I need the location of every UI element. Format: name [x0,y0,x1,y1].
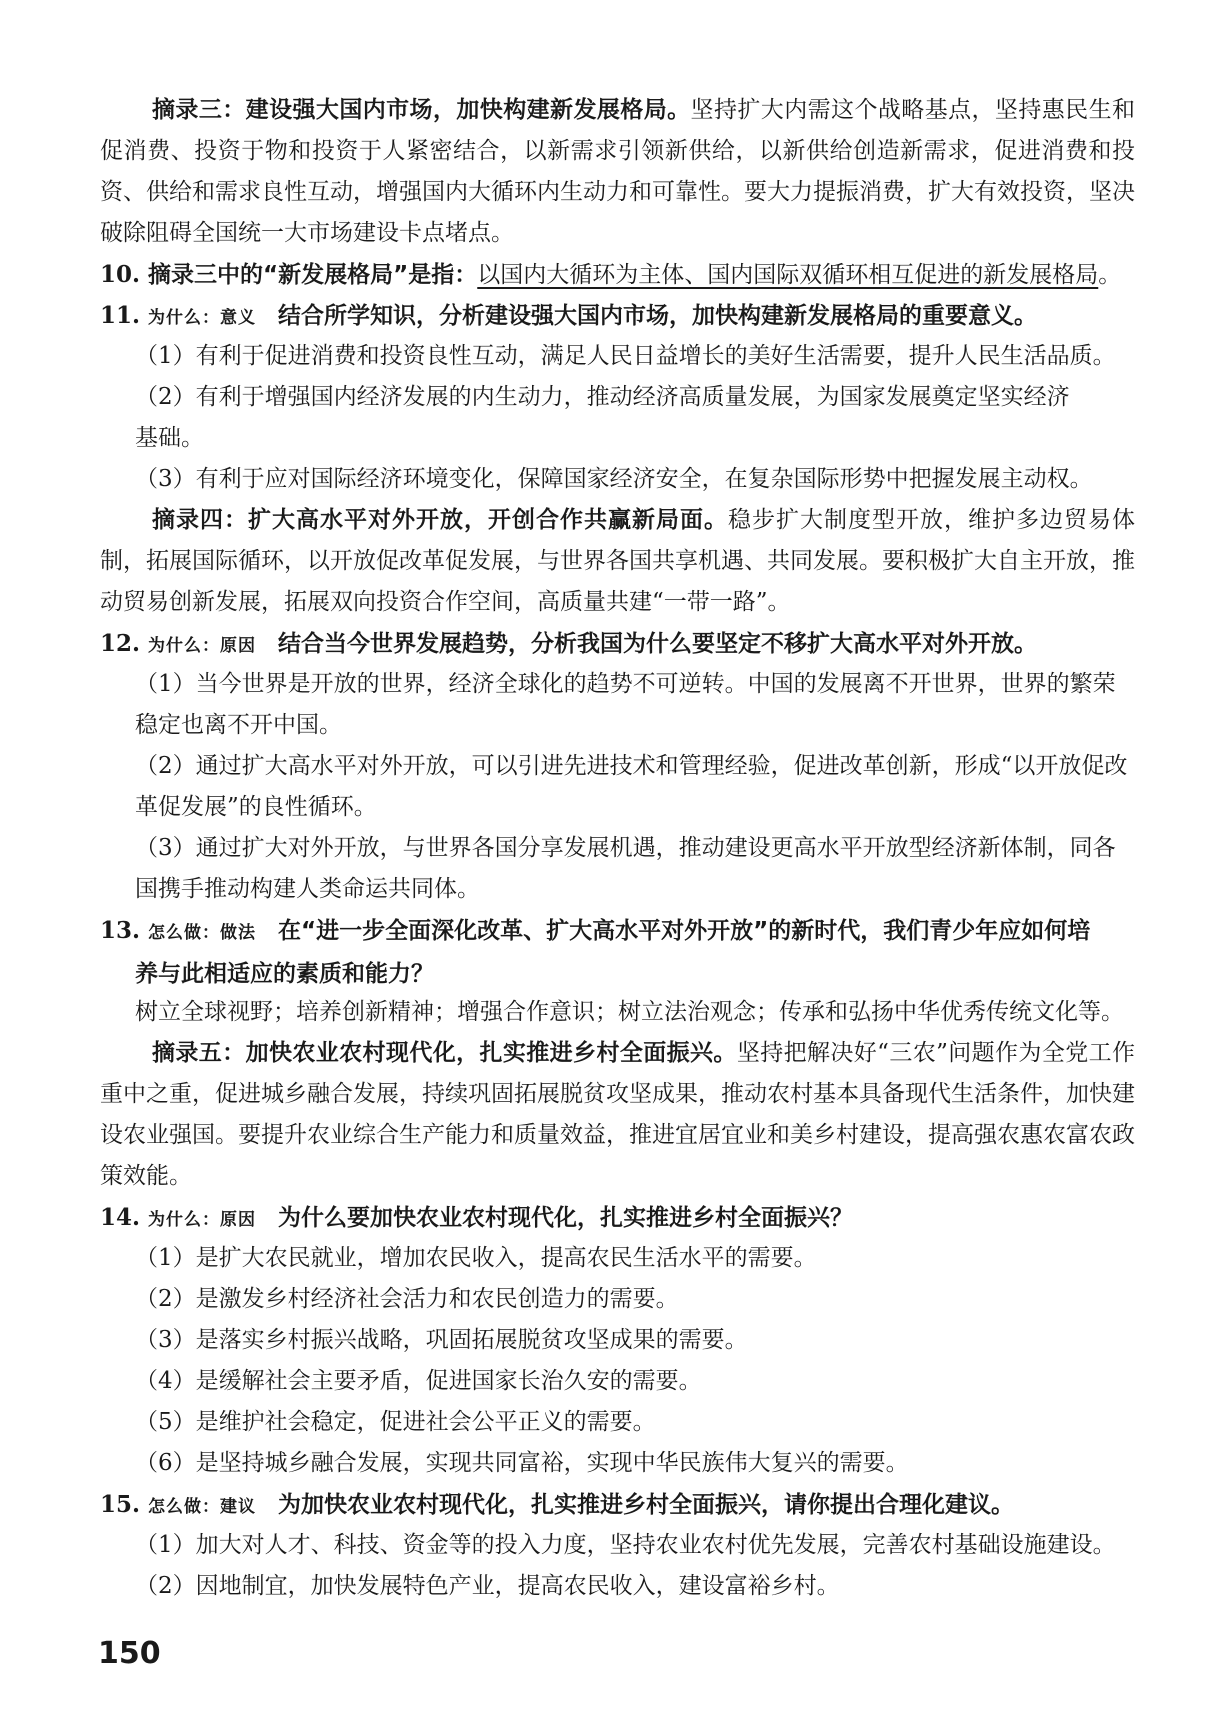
answer-14-4 [135,1361,1135,1402]
answer-11-3 [135,459,1135,500]
question-10 [100,254,1140,296]
answer-11-3-text: （3）有利于应对国际经济环境变化，保障国家经济安全，在复杂国际形势中把握发展主动权。 [135,466,1093,492]
answer-14-2 [135,1279,1135,1320]
answer-12-3-line2: 国携手推动构建人类命运共同体。 [135,876,480,902]
question-10-answer: 以国内大循环为主体、国内国际双循环相互促进的新发展格局 [477,262,1099,288]
question-13-prompt-line1: 在“进一步全面深化改革、扩大高水平对外开放”的新时代，我们青少年应如何培 [278,918,1091,944]
answer-15-1 [135,1525,1135,1566]
question-13-tag: 怎么做：做法 [148,923,257,943]
question-12-prompt: 结合当今世界发展趋势，分析我国为什么要坚定不移扩大高水平对外开放。 [278,631,1038,657]
excerpt-5 [100,1033,1135,1197]
answer-13 [135,992,1135,1033]
question-12-tag: 为什么：原因 [148,636,257,656]
question-11-number: 11. [100,302,141,329]
excerpt-4-body: 稳步扩大制度型开放，维护多边贸易体制，拓展国际循环，以开放促改革促发展，与世界各国共享机遇、共同发展。要积极扩大自主开放，推动贸易创新发展，拓展双向投资合作空间，高质量共建“一带一路”。 [100,507,1135,615]
excerpt-4 [100,500,1135,623]
answer-12-3-line1: （3）通过扩大对外开放，与世界各国分享发展机遇，推动建设更高水平开放型经济新体制，同各 [135,835,1116,861]
question-15-number: 15. [100,1491,141,1518]
excerpt-5-lead: 摘录五：加快农业农村现代化，扎实推进乡村全面振兴。 [152,1040,737,1066]
answer-11-2-line2: 基础。 [135,425,204,451]
question-12 [100,623,1140,667]
question-11 [100,295,1140,339]
answer-12-3 [135,828,1135,910]
answer-14-2-text: （2）是激发乡村经济社会活力和农民创造力的需要。 [135,1286,679,1312]
question-10-prompt: 摘录三中的“新发展格局”是指： [148,262,478,288]
excerpt-3-body: 坚持扩大内需这个战略基点，坚持惠民生和促消费、投资于物和投资于人紧密结合，以新需求引领新供给，以新供给创造新需求，促进消费和投资、供给和需求良性互动，增强国内大循环内生动力和可靠性。要大力提振消费，扩大有效投资，坚决破除阻碍全国统一大市场建设卡点堵点。 [100,97,1136,246]
question-13-number: 13. [100,917,141,944]
question-10-number: 10. [100,261,141,288]
answer-15-2 [135,1566,1135,1607]
answer-12-2-line2: 革促发展”的良性循环。 [135,794,377,820]
question-15 [100,1484,1140,1528]
answer-14-1 [135,1238,1135,1279]
question-13 [100,910,1140,995]
answer-14-5-text: （5）是维护社会稳定，促进社会公平正义的需要。 [135,1409,656,1435]
answer-13-text: 树立全球视野；培养创新精神；增强合作意识；树立法治观念；传承和弘扬中华优秀传统文化等。 [135,999,1124,1025]
answer-12-1-line1: （1）当今世界是开放的世界，经济全球化的趋势不可逆转。中国的发展离不开世界，世界的繁荣 [135,671,1116,697]
excerpt-3-lead: 摘录三：建设强大国内市场，加快构建新发展格局。 [152,97,691,123]
answer-11-2-line1: （2）有利于增强国内经济发展的内生动力，推动经济高质量发展，为国家发展奠定坚实经济 [135,384,1070,410]
question-14-tag: 为什么：原因 [148,1210,257,1230]
excerpt-3 [100,90,1135,254]
question-14 [100,1197,1140,1241]
answer-12-1 [135,664,1135,746]
answer-14-1-text: （1）是扩大农民就业，增加农民收入，提高农民生活水平的需要。 [135,1245,817,1271]
excerpt-4-lead: 摘录四：扩大高水平对外开放，开创合作共赢新局面。 [152,507,728,533]
question-10-end: 。 [1098,262,1122,288]
answer-11-1-text: （1）有利于促进消费和投资良性互动，满足人民日益增长的美好生活需要，提升人民生活品质。 [135,343,1116,369]
answer-14-4-text: （4）是缓解社会主要矛盾，促进国家长治久安的需要。 [135,1368,702,1394]
answer-12-2-line1: （2）通过扩大高水平对外开放，可以引进先进技术和管理经验，促进改革创新，形成“以开放促改 [135,753,1128,779]
question-11-prompt: 结合所学知识，分析建设强大国内市场，加快构建新发展格局的重要意义。 [278,303,1038,329]
excerpt-5-body: 坚持把解决好“三农”问题作为全党工作重中之重，促进城乡融合发展，持续巩固拓展脱贫攻坚成果，推动农村基本具备现代生活条件，加快建设农业强国。要提升农业综合生产能力和质量效益，推进宜居宜业和美乡村建设，提高强农惠农富农政策效能。 [100,1040,1135,1189]
question-12-number: 12. [100,630,141,657]
question-15-prompt: 为加快农业农村现代化，扎实推进乡村全面振兴，请你提出合理化建议。 [278,1492,1015,1518]
question-11-tag: 为什么：意义 [148,308,257,328]
answer-11-2 [135,377,1135,459]
question-14-prompt: 为什么要加快农业农村现代化，扎实推进乡村全面振兴？ [278,1205,854,1231]
answer-15-1-text: （1）加大对人才、科技、资金等的投入力度，坚持农业农村优先发展，完善农村基础设施建设。 [135,1532,1116,1558]
answer-11-1 [135,336,1135,377]
question-15-tag: 怎么做：建议 [148,1497,257,1517]
answer-15-2-text: （2）因地制宜，加快发展特色产业，提高农民收入，建设富裕乡村。 [135,1573,840,1599]
question-14-number: 14. [100,1204,141,1231]
answer-14-6 [135,1443,1135,1484]
question-13-prompt-line2: 养与此相适应的素质和能力？ [135,961,434,987]
answer-14-5 [135,1402,1135,1443]
page-number: 150 [98,1636,161,1671]
answer-14-6-text: （6）是坚持城乡融合发展，实现共同富裕，实现中华民族伟大复兴的需要。 [135,1450,909,1476]
answer-12-2 [135,746,1135,828]
answer-12-1-line2: 稳定也离不开中国。 [135,712,342,738]
answer-14-3-text: （3）是落实乡村振兴战略，巩固拓展脱贫攻坚成果的需要。 [135,1327,748,1353]
answer-14-3 [135,1320,1135,1361]
